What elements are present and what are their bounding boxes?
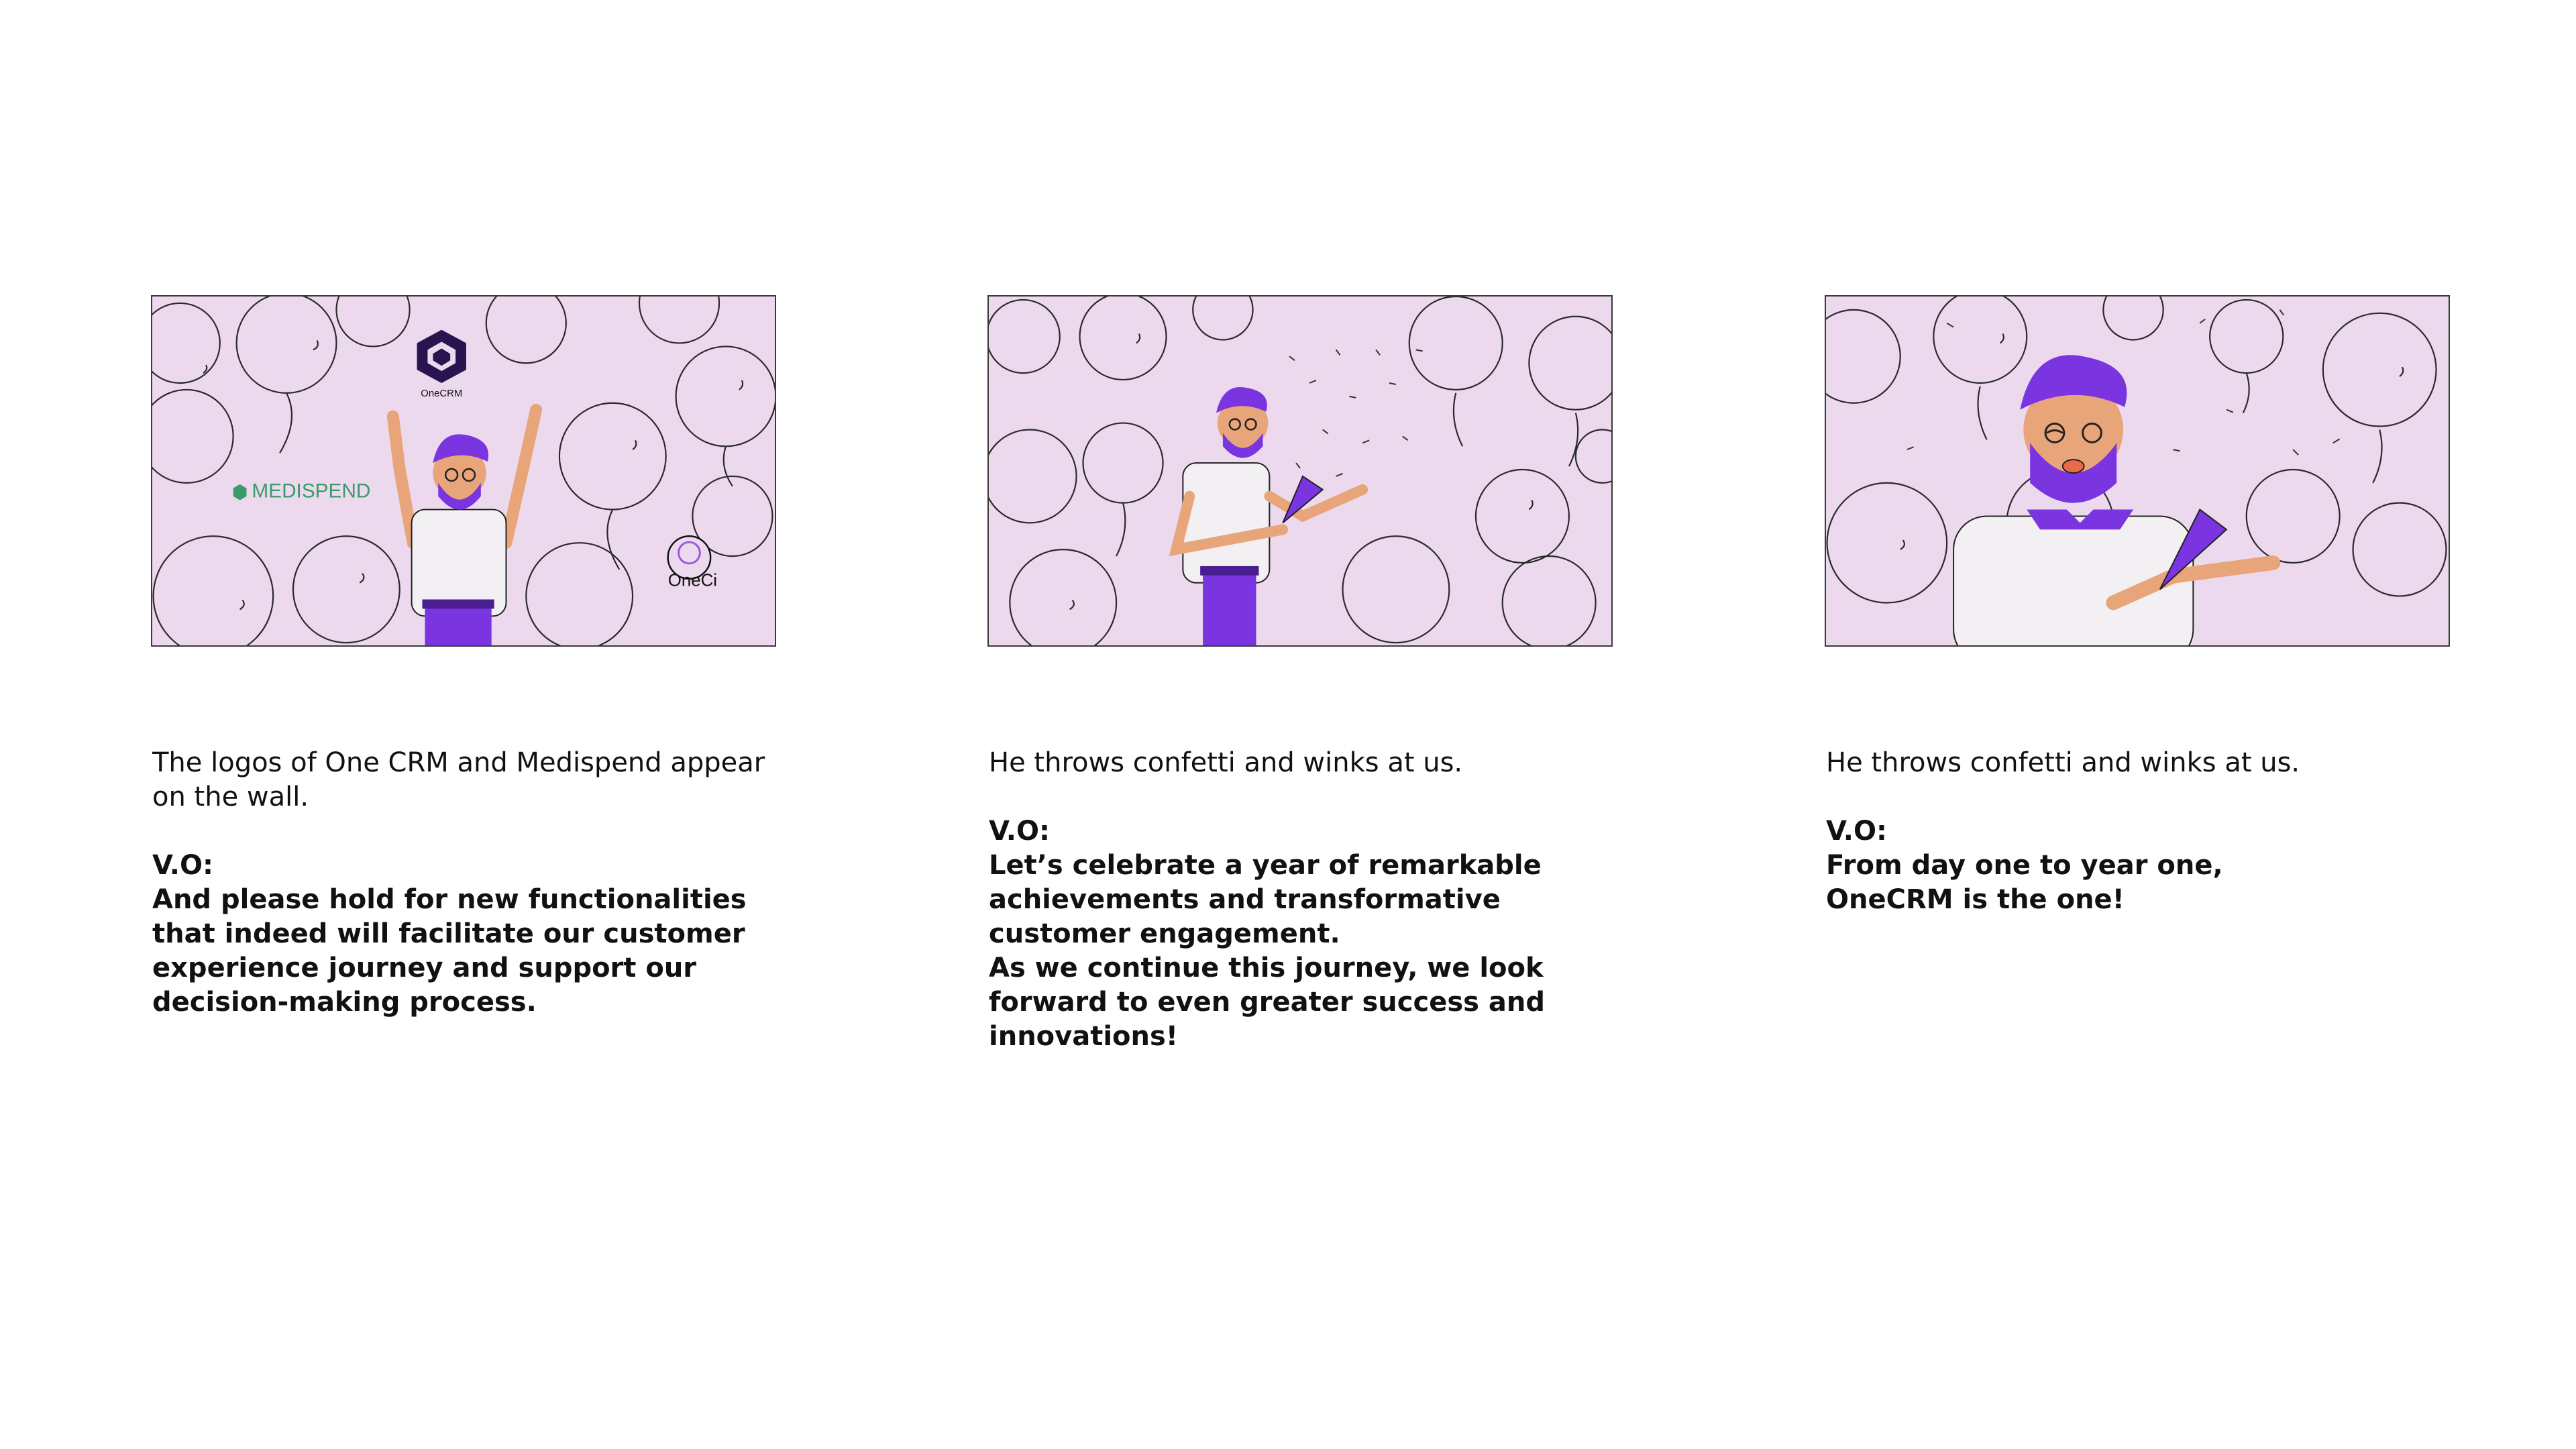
character-arms-up bbox=[393, 410, 536, 645]
medispend-logo bbox=[233, 480, 371, 502]
character-throwing-confetti bbox=[1176, 387, 1362, 645]
frame-2-caption bbox=[989, 746, 1619, 1054]
storyboard-frame-1 bbox=[151, 295, 776, 647]
medispend-logo-text: MEDISPEND bbox=[252, 480, 371, 502]
frame-3-caption bbox=[1826, 746, 2457, 917]
frame-1-illustration bbox=[152, 297, 775, 645]
frame-3-vo-label: V.O: bbox=[1826, 816, 1887, 847]
onecrm-logo-text: OneCRM bbox=[421, 388, 463, 399]
frame-3-illustration bbox=[1826, 297, 2449, 645]
frame-2-vo-label: V.O: bbox=[989, 816, 1050, 847]
frame-2-illustration bbox=[989, 297, 1611, 645]
frame-2-vo-line: As we continue this journey, we look forward to even greater success and innovations! bbox=[989, 953, 1545, 1052]
medispend-icon bbox=[233, 484, 247, 500]
storyboard-frame-2 bbox=[987, 295, 1613, 647]
frame-3-vo-line: OneCRM is the one! bbox=[1826, 884, 2125, 915]
balloons bbox=[989, 297, 1611, 645]
character-winking bbox=[1953, 355, 2273, 645]
confetti bbox=[1289, 350, 1422, 476]
oneci-logo-text: OneCi bbox=[667, 571, 717, 590]
storyboard-frame-3 bbox=[1825, 295, 2450, 647]
frame-1-vo-line: And please hold for new functionalities that indeed will facilitate our customer experience journey and support our decision-making process. bbox=[152, 884, 747, 1018]
frame-2-description: He throws confetti and winks at us. bbox=[989, 747, 1463, 778]
frame-3-description: He throws confetti and winks at us. bbox=[1826, 747, 2300, 778]
frame-1-description: The logos of One CRM and Medispend appear on the wall. bbox=[152, 747, 765, 812]
frame-1-caption bbox=[152, 746, 783, 1020]
oneci-logo bbox=[668, 536, 717, 590]
frame-2-vo-line: Let’s celebrate a year of remarkable achievements and transformative customer engagement. bbox=[989, 850, 1542, 949]
frame-1-vo-label: V.O: bbox=[152, 850, 213, 881]
frame-3-vo-line: From day one to year one, bbox=[1826, 850, 2223, 881]
onecrm-logo bbox=[417, 330, 466, 399]
